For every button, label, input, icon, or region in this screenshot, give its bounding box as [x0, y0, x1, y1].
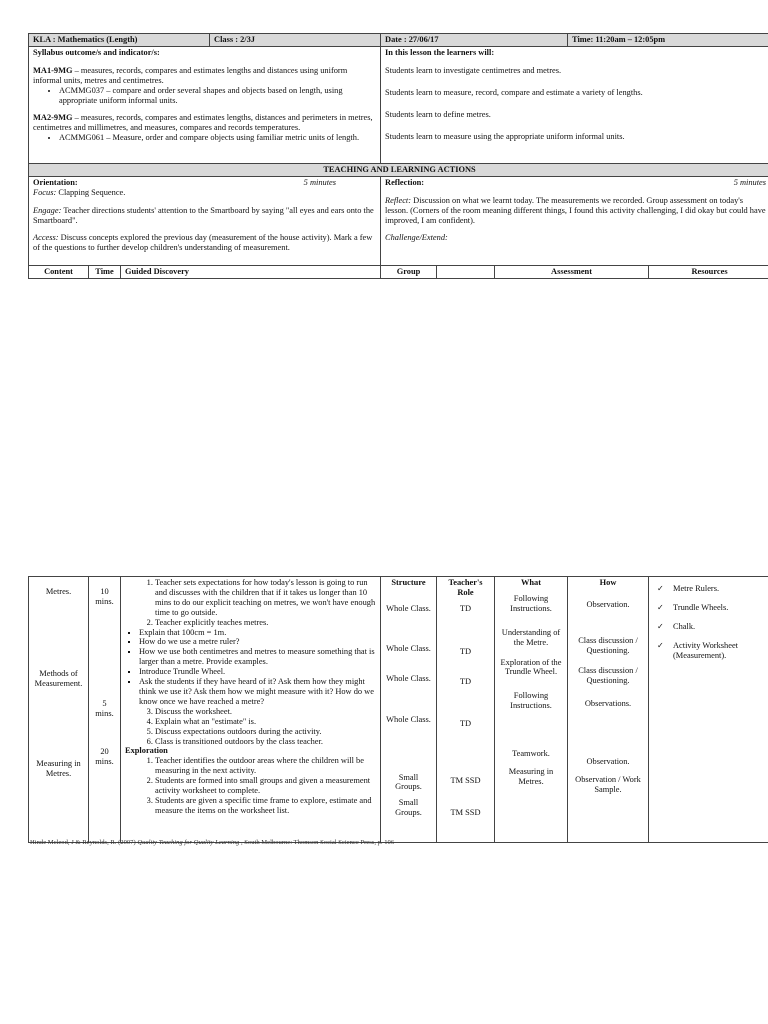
what-item: Teamwork.: [512, 749, 550, 759]
resource-item: ✓ Chalk.: [671, 622, 766, 632]
bullet-item: ▪ Ask the students if they have heard of it? Ask them how they might think we use it? Ask them how we might measure with it? How do we know once we have reached a metre?: [139, 677, 376, 707]
class-cell: Class : 2/3J: [210, 34, 381, 47]
structure-item: Small Groups.: [395, 772, 422, 792]
orientation-cell: [29, 176, 381, 265]
structure-column: [381, 577, 437, 843]
how-item: Class discussion / Questioning.: [578, 665, 638, 685]
lesson-plan-top-table: [28, 33, 768, 279]
learners-heading: In this lesson the learners will:: [385, 47, 495, 57]
orientation-reflection-row: [29, 176, 768, 265]
content-item: Metres.: [45, 587, 72, 596]
syllabus-cell: [29, 46, 381, 163]
bullet-item: ▪ Introduce Trundle Wheel.: [139, 667, 376, 677]
role-header: Teacher's Role: [448, 578, 483, 597]
outcomes-row: [29, 46, 768, 163]
content-header: Content: [29, 265, 89, 278]
what-item: Following Instructions.: [510, 691, 552, 711]
bullet-item: ▪ How we use both centimetres and metres to measure something that is larger than a metre. Provide examples.: [139, 647, 376, 667]
guided-header: Guided Discovery: [121, 265, 381, 278]
resources-header: Resources: [649, 265, 768, 278]
step-item: 2. Teacher explicitly teaches metres.: [155, 618, 376, 628]
learner-item: Students learn to measure using the appropriate uniform informal units.: [385, 131, 625, 141]
how-item: Observation.: [586, 599, 630, 609]
bullet-item: ▪ How do we use a metre ruler?: [139, 637, 376, 647]
engage-text: Engage: Teacher directions students' attention to the Smartboard by saying "all eyes and ears onto the Smartboard".: [33, 205, 374, 225]
role-item: TM SSD: [450, 776, 481, 786]
role-item: TD: [459, 676, 472, 686]
time-item: 20 mins.: [95, 746, 114, 766]
blank-header: [437, 265, 495, 278]
focus-text: Focus: Clapping Sequence.: [33, 187, 126, 197]
role-item: TD: [459, 646, 472, 656]
step-item: 3. Students are given a specific time frame to explore, estimate and measure the items on the worksheet list.: [155, 796, 376, 816]
resource-item: ✓ Metre Rulers.: [671, 584, 766, 594]
column-header-row: [29, 265, 768, 278]
time-item: 10 mins.: [95, 587, 114, 606]
time-item: 5 mins.: [95, 698, 114, 718]
reflection-duration: 5 minutes: [733, 177, 767, 187]
what-item: Exploration of the Trundle Wheel.: [500, 657, 562, 677]
resource-item: ✓ Trundle Wheels.: [671, 603, 766, 613]
what-header: What: [520, 578, 541, 587]
how-item: Observations.: [584, 699, 632, 709]
step-item: 1. Teacher sets expectations for how today's lesson is going to run and discusses with the children that if it takes us longer than 10 mins to do our explicit teaching on metres, we won't have enough time to go outside.: [155, 578, 376, 618]
step-item: 5. Discuss expectations outdoors during the activity.: [155, 727, 376, 737]
structure-item: Whole Class.: [386, 643, 431, 653]
what-item: Following Instructions.: [510, 593, 552, 613]
orientation-duration: 5 minutes: [303, 177, 337, 187]
learner-item: Students learn to define metres.: [385, 109, 491, 119]
kla-cell: KLA : Mathematics (Length): [29, 34, 210, 47]
step-item: 2. Students are formed into small groups and given a measurement activity worksheet to complete.: [155, 776, 376, 796]
lesson-plan-detail-table: [28, 576, 768, 843]
section-title-row: [29, 163, 768, 176]
what-item: Understanding of the Metre.: [501, 627, 561, 647]
step-item: 6. Class is transitioned outdoors by the class teacher.: [155, 737, 376, 747]
step-item: 3. Discuss the worksheet.: [155, 707, 376, 717]
how-header: How: [599, 578, 617, 587]
resource-item: ✓ Activity Worksheet (Measurement).: [671, 641, 766, 661]
date-cell: Date : 27/06/17: [381, 34, 568, 47]
structure-item: Whole Class.: [386, 714, 431, 724]
challenge-label: Challenge/Extend:: [385, 233, 448, 243]
teacher-role-column: [437, 577, 495, 843]
group-header: Group: [381, 265, 437, 278]
ma1-indicator: • ACMMG037 – compare and order several shapes and objects based on length, using appropriate uniform informal units.: [59, 86, 376, 106]
content-item: Measuring in Metres.: [36, 758, 81, 778]
header-row: [29, 34, 768, 47]
what-item: Measuring in Metres.: [508, 767, 554, 786]
guided-discovery-column: [121, 577, 381, 843]
reflection-cell: [381, 176, 768, 265]
reflect-text: Reflect: Discussion on what we learnt today. The measurements we recorded. Group assessment on today's lesson. (Corners of the room meaning different things, I found this activity challenging, I did okay but could have improved, I am confident).: [385, 195, 766, 225]
time-cell: Time: 11:20am – 12:05pm: [568, 34, 768, 47]
how-item: Class discussion / Questioning.: [578, 635, 638, 655]
learner-item: Students learn to investigate centimetres and metres.: [385, 65, 562, 75]
resources-column: [649, 577, 768, 843]
role-item: TD: [459, 718, 472, 728]
reflection-heading: Reflection:: [385, 177, 425, 187]
step-item: 1. Teacher identifies the outdoor areas where the children will be measuring in the next activity.: [155, 756, 376, 776]
ma1-outcome: MA1-9MG – measures, records, compares and estimates lengths and distances using uniform informal units, metres and centimetres.: [33, 65, 348, 85]
ma2-indicator: • ACMMG061 – Measure, order and compare objects using familiar metric units of length.: [59, 133, 376, 143]
syllabus-heading: Syllabus outcome/s and indicator/s:: [33, 47, 160, 57]
time-column: [89, 577, 121, 843]
what-column: [495, 577, 568, 843]
structure-item: Whole Class.: [386, 673, 431, 683]
exploration-heading: Exploration: [125, 746, 168, 756]
section-title: TEACHING AND LEARNING ACTIONS: [29, 163, 768, 176]
content-column: [29, 577, 89, 843]
how-item: Observation.: [586, 757, 630, 767]
learners-cell: [381, 46, 768, 163]
time-header: Time: [89, 265, 121, 278]
content-item: Methods of Measurement.: [34, 668, 83, 688]
role-item: TD: [459, 603, 472, 613]
step-item: 4. Explain what an "estimate" is.: [155, 717, 376, 727]
citation: Hinde Mcleod, J & Reynolds, R. (2007) Quality Teaching for Quality Learning , South Melbourne: Thomson Social Science Press, p. 106: [30, 839, 395, 846]
learner-item: Students learn to measure, record, compare and estimate a variety of lengths.: [385, 87, 643, 97]
bullet-item: ▪ Explain that 100cm = 1m.: [139, 628, 376, 638]
structure-header: Structure: [391, 578, 426, 587]
access-text: Access: Discuss concepts explored the previous day (measurement of the house activity). Mark a few of the questions to further develop children's understanding of measurement.: [33, 233, 373, 253]
role-item: TM SSD: [450, 808, 481, 818]
assessment-header: Assessment: [495, 265, 649, 278]
how-column: [568, 577, 649, 843]
structure-item: Whole Class.: [386, 603, 431, 613]
ma2-outcome: MA2-9MG – measures, records, compares and estimates lengths, distances and perimeters in metres, centimetres and millimetres, and measures, compares and records temperatures.: [33, 113, 373, 133]
how-item: Observation / Work Sample.: [575, 775, 641, 795]
structure-item: Small Groups.: [395, 798, 422, 818]
orientation-heading: Orientation:: [33, 177, 78, 187]
